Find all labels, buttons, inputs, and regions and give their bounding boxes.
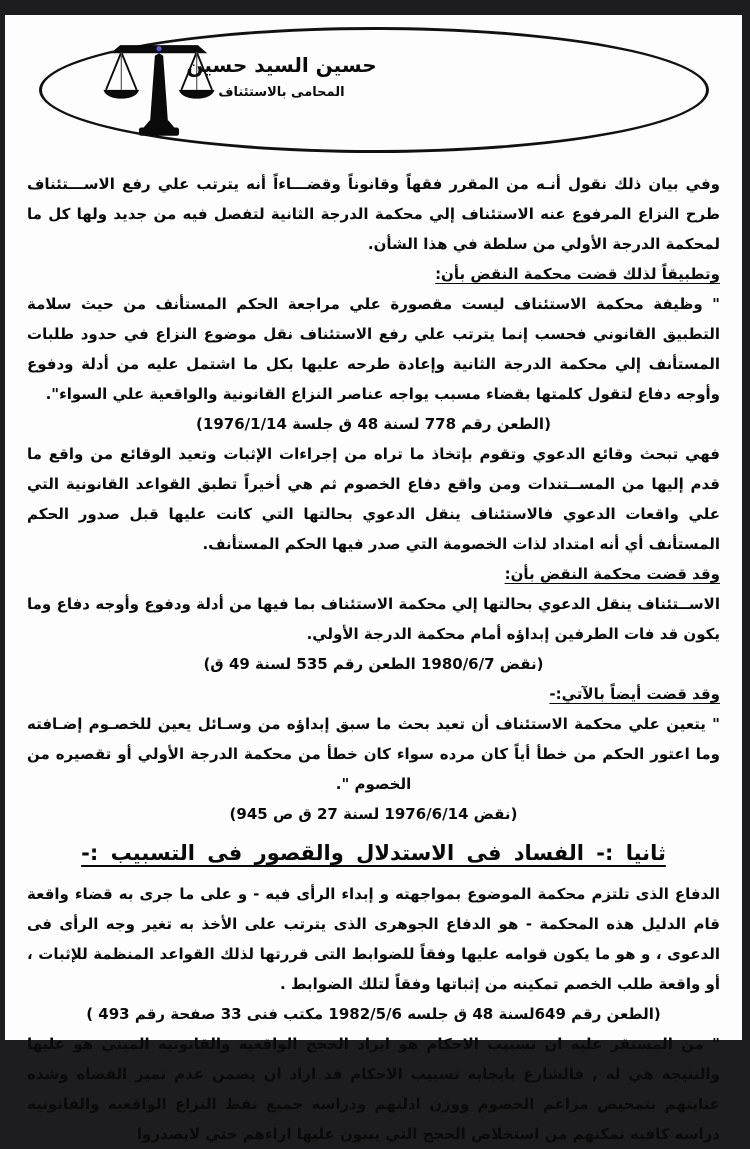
body-paragraph-1: وفي بيان ذلك نقول أنـه من المقرر فقهاً وقانوناً وقضـــاءاً أنه يترتب علي رفع الاســـتئناف طرح النزاع المرفوع عنه الاستئناف إلي محكمة الدرجة الثانية لتفصل فيه من جديد ولها كل ما لمحكمة الدرجة الأولي من سلطة في هذا الشأن. [27, 175, 720, 253]
citation-2: (نقض 1980/6/7 الطعن رقم 535 لسنة 49 ق) [203, 655, 544, 673]
body-paragraph-6: الدفاع الذى تلتزم محكمة الموضوع بمواجهته و إبداء الرأى فيه - و على ما جرى به قضاء واقعة قام الدليل هذه المحكمة - هو الدفاع الجوهرى الذى يترتب على الأخذ به تغير وجه الرأى فى الدعوى ، و هو ما يكون قوامه عليها وفقاً للضوابط التى قررتها لذلك القواعد المنظمة للإثبات ، أو واقعة طلب الخصم تمكينه من إثباتها وفقاً لتلك الضوابط . [27, 885, 720, 993]
body-paragraph-2: " وظيفة محكمة الاستئناف ليست مقصورة علي مراجعة الحكم المستأنف من حيث سلامة التطبيق القانوني فحسب إنما يترتب علي رفع الاستئناف نقل موضوع النزاع في حدود طلبات المستأنف إلي محكمة الدرجة الثانية وإعادة طرحه عليها بكل ما اشتمل عليه من أدلة ودفوع وأوجه دفاع لتقول كلمتها بقضاء مسبب يواجه عناصر النزاع القانونية والواقعية علي السواء". [27, 295, 720, 403]
section-heading-second: ثانيا :- الفساد فى الاستدلال والقصور فى التسبيب :- [81, 841, 666, 865]
ruling-heading-3: وقد قضت أيضاً بالآتي:- [549, 685, 720, 703]
letterhead-text [152, 50, 412, 106]
body-paragraph-3: فهي تبحث وقائع الدعوي وتقوم بإتخاذ ما تراه من إجراءات الإثبات وتعيد الوقائع من واقع ما قدم إليها من المســتندات ومن واقع دفاع الخصوم ثم هي أخيراً تطبق القواعد القانونية التي علي واقعات الدعوي فالاستئناف ينقل الدعوي بحالتها التي كانت عليها قبل صدور الحكم المستأنف أي أنه امتداد لذات الخصومة التي صدر فيها الحكم المستأنف. [27, 445, 720, 553]
ruling-heading-1: وتطبيقاً لذلك قضت محكمة النقض بأن: [435, 265, 720, 283]
body-paragraph-7: " من المستقر عليه ان تسبيب الاحكام هو ايراد الحجج الواقعيه والقانونيه المبني هو عليها والنتيجه هي له , فالشارع بايجابه تسبيب الاحكام قد اراد ان يضمن عدم تميز القضاه وشده عنايتهم بتمحيص مزاعم الخصوم ووزن ادلتهم ودراسه جميع نقط النزاع الواقعيه والقانونيه دراسه كافيه تمكنهم من استخلاص الحجج التي يبنون عليها اراءهم حتي لايصدروا [27, 1035, 720, 1143]
lawyer-title: المحامى بالاستئناف [218, 85, 345, 100]
body-paragraph-4: الاســتئناف ينقل الدعوي بحالتها إلي محكمة الاستئناف بما فيها من أدلة ودفوع وأوجه دفاع وما يكون قد فات الطرفين إبداؤه أمام محكمة الدرجة الأولي. [27, 595, 720, 643]
letterhead-ellipse [39, 27, 709, 153]
lawyer-name: حسين السيد حسين [186, 53, 377, 77]
document-page [5, 15, 742, 1143]
citation-1: (الطعن رقم 778 لسنة 48 ق جلسة 1976/1/14) [196, 415, 551, 433]
citation-4: (الطعن رقم 649لسنة 48 ق جلسه 1982/5/6 مكتب فنى 33 صفحة رقم 493 ) [86, 1005, 661, 1023]
document-body [5, 163, 742, 1149]
body-paragraph-5: " يتعين علي محكمة الاستئناف أن تعيد بحث ما سبق إبداؤه من وسـائل يعين للخصـوم إضـافته وما اعتور الحكم من خطأ أياً كان مرده سواء كان خطأ من محكمة الدرجة الأولي أو تقصيره من الخصوم ". [27, 715, 720, 793]
citation-3: (نقض 1976/6/14 لسنة 27 ق ص 945) [229, 805, 518, 823]
ruling-heading-2: وقد قضت محكمة النقض بأن: [504, 565, 720, 583]
